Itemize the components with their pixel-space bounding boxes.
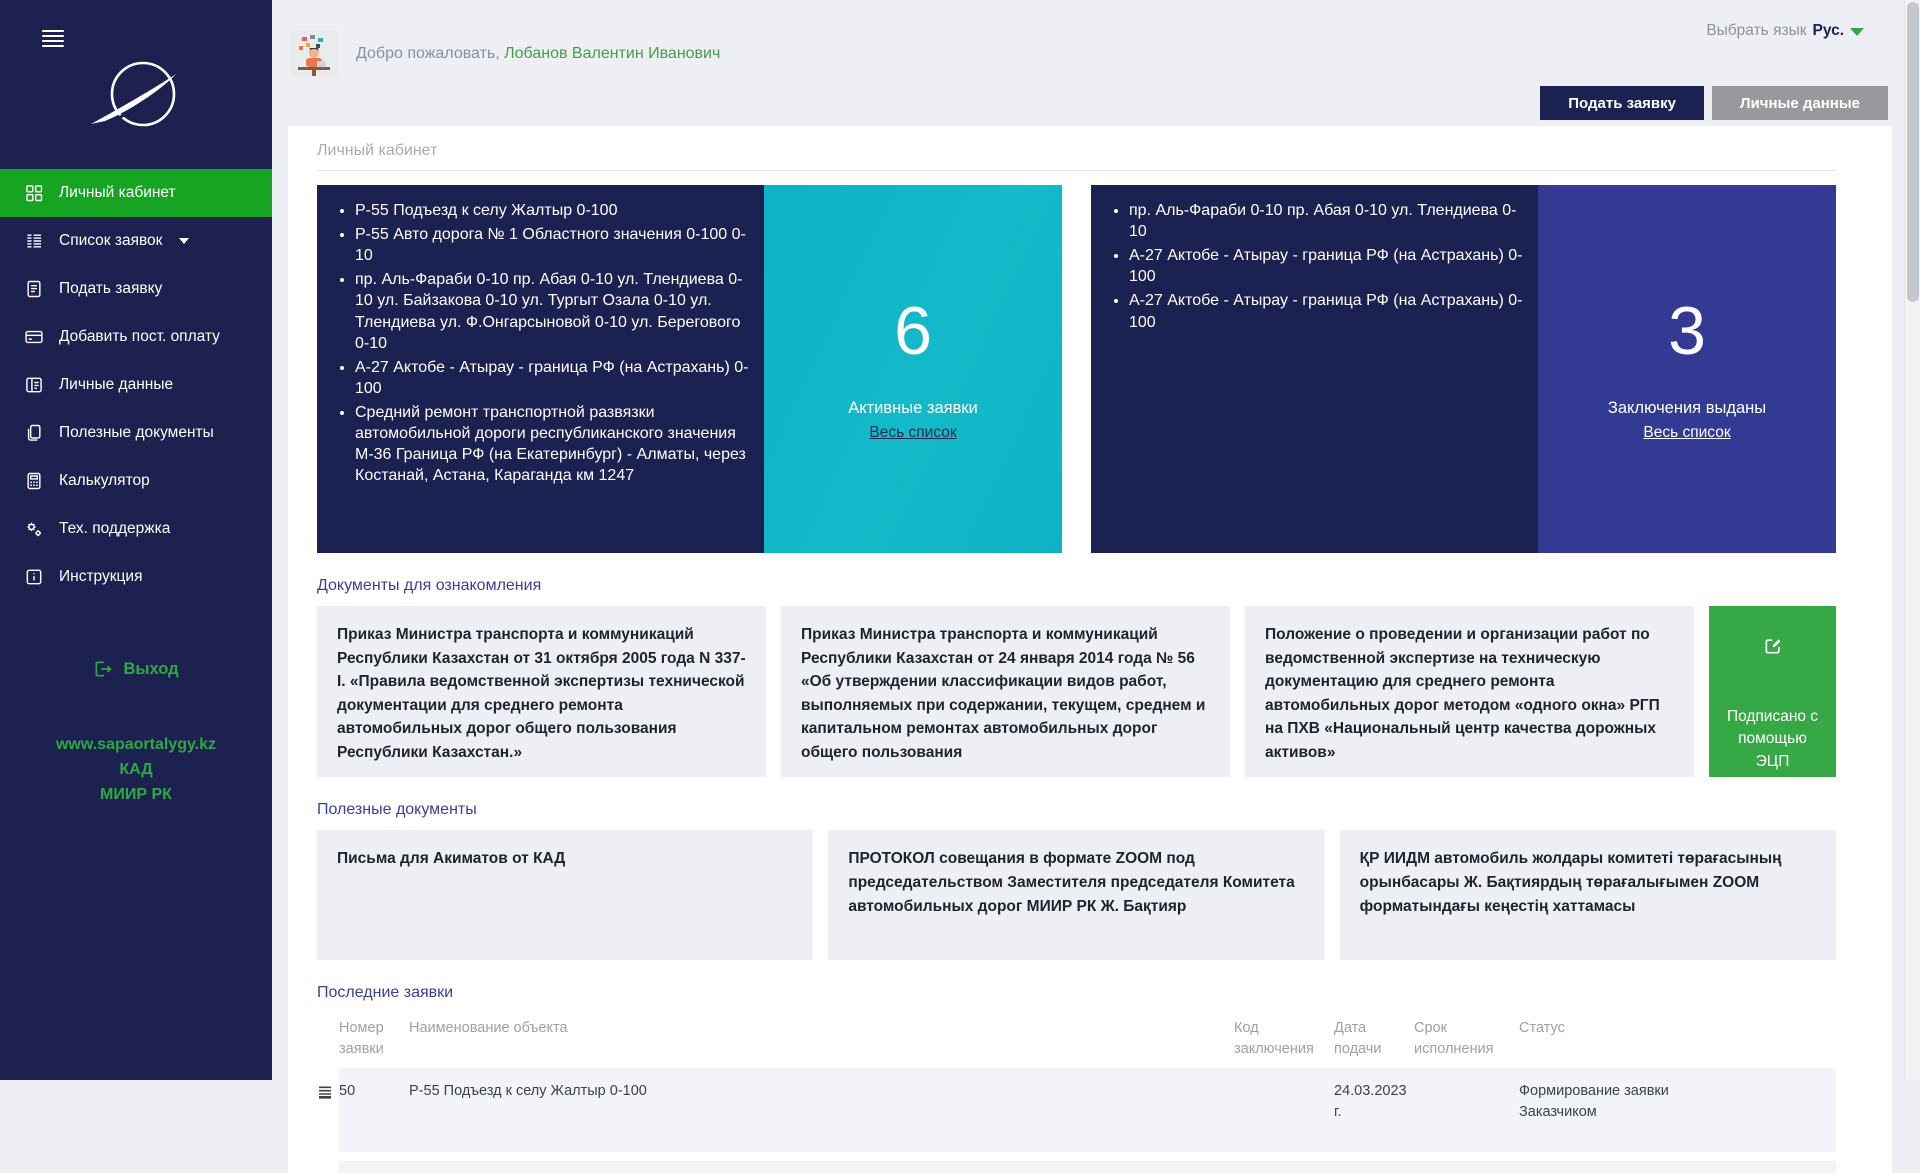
welcome-text	[356, 45, 720, 63]
sidebar-item-instruction[interactable]	[0, 553, 272, 601]
table-row[interactable]	[317, 1068, 1836, 1152]
document-card[interactable]: Приказ Министра транспорта и коммуникаций Республики Казахстан от 31 октября 2005 года N 337-I. «Правила ведомственной экспертизы технической документации для среднего ремонта автомобильных дорог общего пользования Республики Казахстан.»	[317, 606, 766, 777]
sidebar	[0, 0, 272, 1080]
col-header-object-name: Наименование объекта	[409, 1020, 568, 1036]
col-header-execution-term: Срок исполнения	[1414, 1020, 1494, 1058]
logout-label: Выход	[123, 659, 179, 678]
cell-status: Формирование заявки Заказчиком	[1519, 1083, 1669, 1121]
table-header	[317, 1018, 1836, 1060]
sidebar-item-label: Инструкция	[59, 568, 143, 585]
sidebar-footer-link[interactable]	[0, 733, 272, 807]
page-scrollbar	[1904, 0, 1920, 1080]
org-abbrev-1: КАД	[119, 760, 153, 778]
avatar-illustration	[290, 30, 338, 78]
cell-number: 50	[339, 1083, 356, 1100]
main-area	[272, 0, 1920, 1121]
avatar	[290, 30, 338, 78]
logout-button[interactable]	[93, 659, 178, 679]
active-applications-full-list-link[interactable]: Весь список	[869, 423, 957, 441]
useful-document-card[interactable]: Письма для Акиматов от КАД	[317, 830, 813, 960]
sidebar-item-personal-data[interactable]	[0, 361, 272, 409]
col-header-number: Номер заявки	[339, 1020, 384, 1058]
sidebar-item-calculator[interactable]	[0, 457, 272, 505]
sidebar-item-applications-list[interactable]	[0, 217, 272, 265]
signature-pen-icon	[1763, 636, 1783, 656]
list-item: • Р-55 Подъезд к селу Жалтыр 0-100	[355, 200, 754, 221]
pages-icon	[24, 423, 44, 443]
active-applications-summary	[764, 185, 1062, 553]
info-icon	[24, 567, 44, 587]
exit-icon	[93, 659, 113, 679]
list-item: • пр. Аль-Фараби 0-10 пр. Абая 0-10 ул. Тлендиева 0-10	[1129, 200, 1528, 242]
scrollbar-thumb[interactable]	[1907, 2, 1919, 302]
document-card[interactable]: Положение о проведении и организации работ по ведомственной экспертизе на техническую документацию для среднего ремонта автомобильных дорог методом «одного окна» РГП на ПХВ «Национальный центр качества дорожных активов»	[1245, 606, 1694, 777]
logo	[81, 54, 191, 145]
welcome-prefix: Добро пожаловать,	[356, 45, 505, 62]
topbar	[288, 0, 1892, 126]
docs-row	[317, 606, 1836, 777]
site-url: www.sapaortalygy.kz	[55, 736, 217, 753]
stats-row	[317, 185, 1836, 553]
useful-row	[317, 830, 1836, 960]
id-card-icon	[24, 375, 44, 395]
cell-execution-term	[1414, 1081, 1519, 1123]
list-item: • пр. Аль-Фараби 0-10 пр. Абая 0-10 ул. Тлендиева 0-10 ул. Байзакова 0-10 ул. Тургыт Озала 0-10 ул. Тлендиева ул. Ф.Онгарсыновой 0-10 ул. Берегового 0-10	[355, 269, 754, 353]
language-label: Выбрать язык	[1706, 22, 1807, 39]
language-selected: Рус.	[1812, 22, 1844, 39]
list-item: • А-27 Актобе - Атырау - граница РФ (на Астрахань) 0-100	[1129, 290, 1528, 332]
sidebar-item-submit-application[interactable]	[0, 265, 272, 313]
list-item: • Средний ремонт транспортной развязки автомобильной дороги республиканского значения М-36 Граница РФ (на Екатеринбург) - Алматы, через Костанай, Астана, Караганда км 1247	[355, 402, 754, 486]
header-actions	[1540, 86, 1888, 120]
cell-submission-date: 24.03.2023 г.	[1334, 1083, 1407, 1121]
recent-section-title: Последние заявки	[317, 984, 454, 1001]
issued-conclusions-summary	[1538, 185, 1836, 553]
issued-conclusions-list	[1091, 185, 1538, 553]
list-icon	[24, 231, 44, 251]
sidebar-item-label: Полезные документы	[59, 424, 214, 441]
hamburger-menu-icon[interactable]	[42, 30, 64, 50]
col-header-status: Статус	[1519, 1020, 1565, 1036]
submit-application-button[interactable]: Подать заявку	[1540, 86, 1704, 120]
table-row-cells	[339, 1068, 1836, 1152]
sidebar-item-add-payment[interactable]	[0, 313, 272, 361]
cell-conclusion-code	[1234, 1081, 1334, 1123]
sidebar-item-label: Список заявок	[59, 232, 163, 249]
sidebar-item-tech-support[interactable]	[0, 505, 272, 553]
list-item: • А-27 Актобе - Атырау - граница РФ (на Астрахань) 0-100	[355, 357, 754, 399]
issued-conclusions-label: Заключения выданы	[1607, 398, 1767, 417]
next-table-row-partial	[339, 1161, 1836, 1173]
chevron-down-icon	[179, 238, 189, 244]
active-applications-card	[317, 185, 1062, 553]
useful-document-card[interactable]: ҚР ИИДМ автомобиль жолдары комитеті төрағасының орынбасары Ж. Бақтиярдың төрағалығымен ZOOM форматындағы кеңестің хаттамасы	[1340, 830, 1836, 960]
language-selector[interactable]	[1706, 22, 1864, 40]
active-applications-list	[317, 185, 764, 553]
useful-section-title: Полезные документы	[317, 801, 477, 818]
signed-with-eds-card[interactable]	[1709, 606, 1836, 777]
sidebar-item-label: Личные данные	[59, 376, 174, 393]
col-header-conclusion-code: Код заключения	[1234, 1020, 1314, 1058]
list-item: • А-27 Актобе - Атырау - граница РФ (на Астрахань) 0-100	[1129, 245, 1528, 287]
document-icon	[24, 279, 44, 299]
swoosh-logo-icon	[81, 54, 191, 140]
sidebar-item-label: Тех. поддержка	[59, 520, 171, 537]
sidebar-item-label: Подать заявку	[59, 280, 163, 297]
cell-object-name: Р-55 Подъезд к селу Жалтыр 0-100	[409, 1083, 647, 1100]
signed-with-eds-label: Подписано с помощью ЭЦП	[1726, 708, 1819, 770]
docs-section-title: Документы для ознакомления	[317, 577, 542, 594]
document-card[interactable]: Приказ Министра транспорта и коммуникаций Республики Казахстан от 24 января 2014 года № 56 «Об утверждении классификации видов работ, выполняемых при содержании, текущем, среднем и капитальном ремонтах автомобильных дорог общего пользования	[781, 606, 1230, 777]
useful-document-card[interactable]: ПРОТОКОЛ совещания в формате ZOOM под председательством Заместителя председателя Комитета автомобильных дорог МИИР РК Ж. Бақтияр	[828, 830, 1324, 960]
col-header-submission-date: Дата подачи	[1334, 1020, 1382, 1058]
active-applications-label: Активные заявки	[848, 398, 978, 417]
issued-conclusions-count: 3	[1668, 292, 1706, 369]
issued-conclusions-card	[1091, 185, 1836, 553]
credit-card-icon	[24, 327, 44, 347]
dashboard-icon	[24, 183, 44, 203]
gears-icon	[24, 519, 44, 539]
sidebar-item-useful-documents[interactable]	[0, 409, 272, 457]
row-document-icon[interactable]	[317, 1068, 339, 1152]
sidebar-nav	[0, 169, 272, 601]
list-item: • Р-55 Авто дорога № 1 Областного значения 0-100 0-10	[355, 224, 754, 266]
personal-data-button[interactable]: Личные данные	[1712, 86, 1888, 120]
sidebar-item-personal-cabinet[interactable]	[0, 169, 272, 217]
sidebar-item-label: Личный кабинет	[59, 184, 176, 201]
user-name: Лобанов Валентин Иванович	[504, 45, 721, 62]
issued-conclusions-full-list-link[interactable]: Весь список	[1643, 423, 1731, 441]
page-title: Личный кабинет	[317, 142, 1836, 171]
chevron-down-icon	[1850, 28, 1864, 36]
calculator-icon	[24, 471, 44, 491]
welcome-block	[290, 30, 720, 78]
org-abbrev-2: МИИР РК	[100, 785, 172, 803]
content-panel	[288, 126, 1892, 1173]
active-applications-count: 6	[894, 292, 932, 369]
sidebar-item-label: Добавить пост. оплату	[59, 328, 220, 345]
sidebar-item-label: Калькулятор	[59, 472, 150, 489]
